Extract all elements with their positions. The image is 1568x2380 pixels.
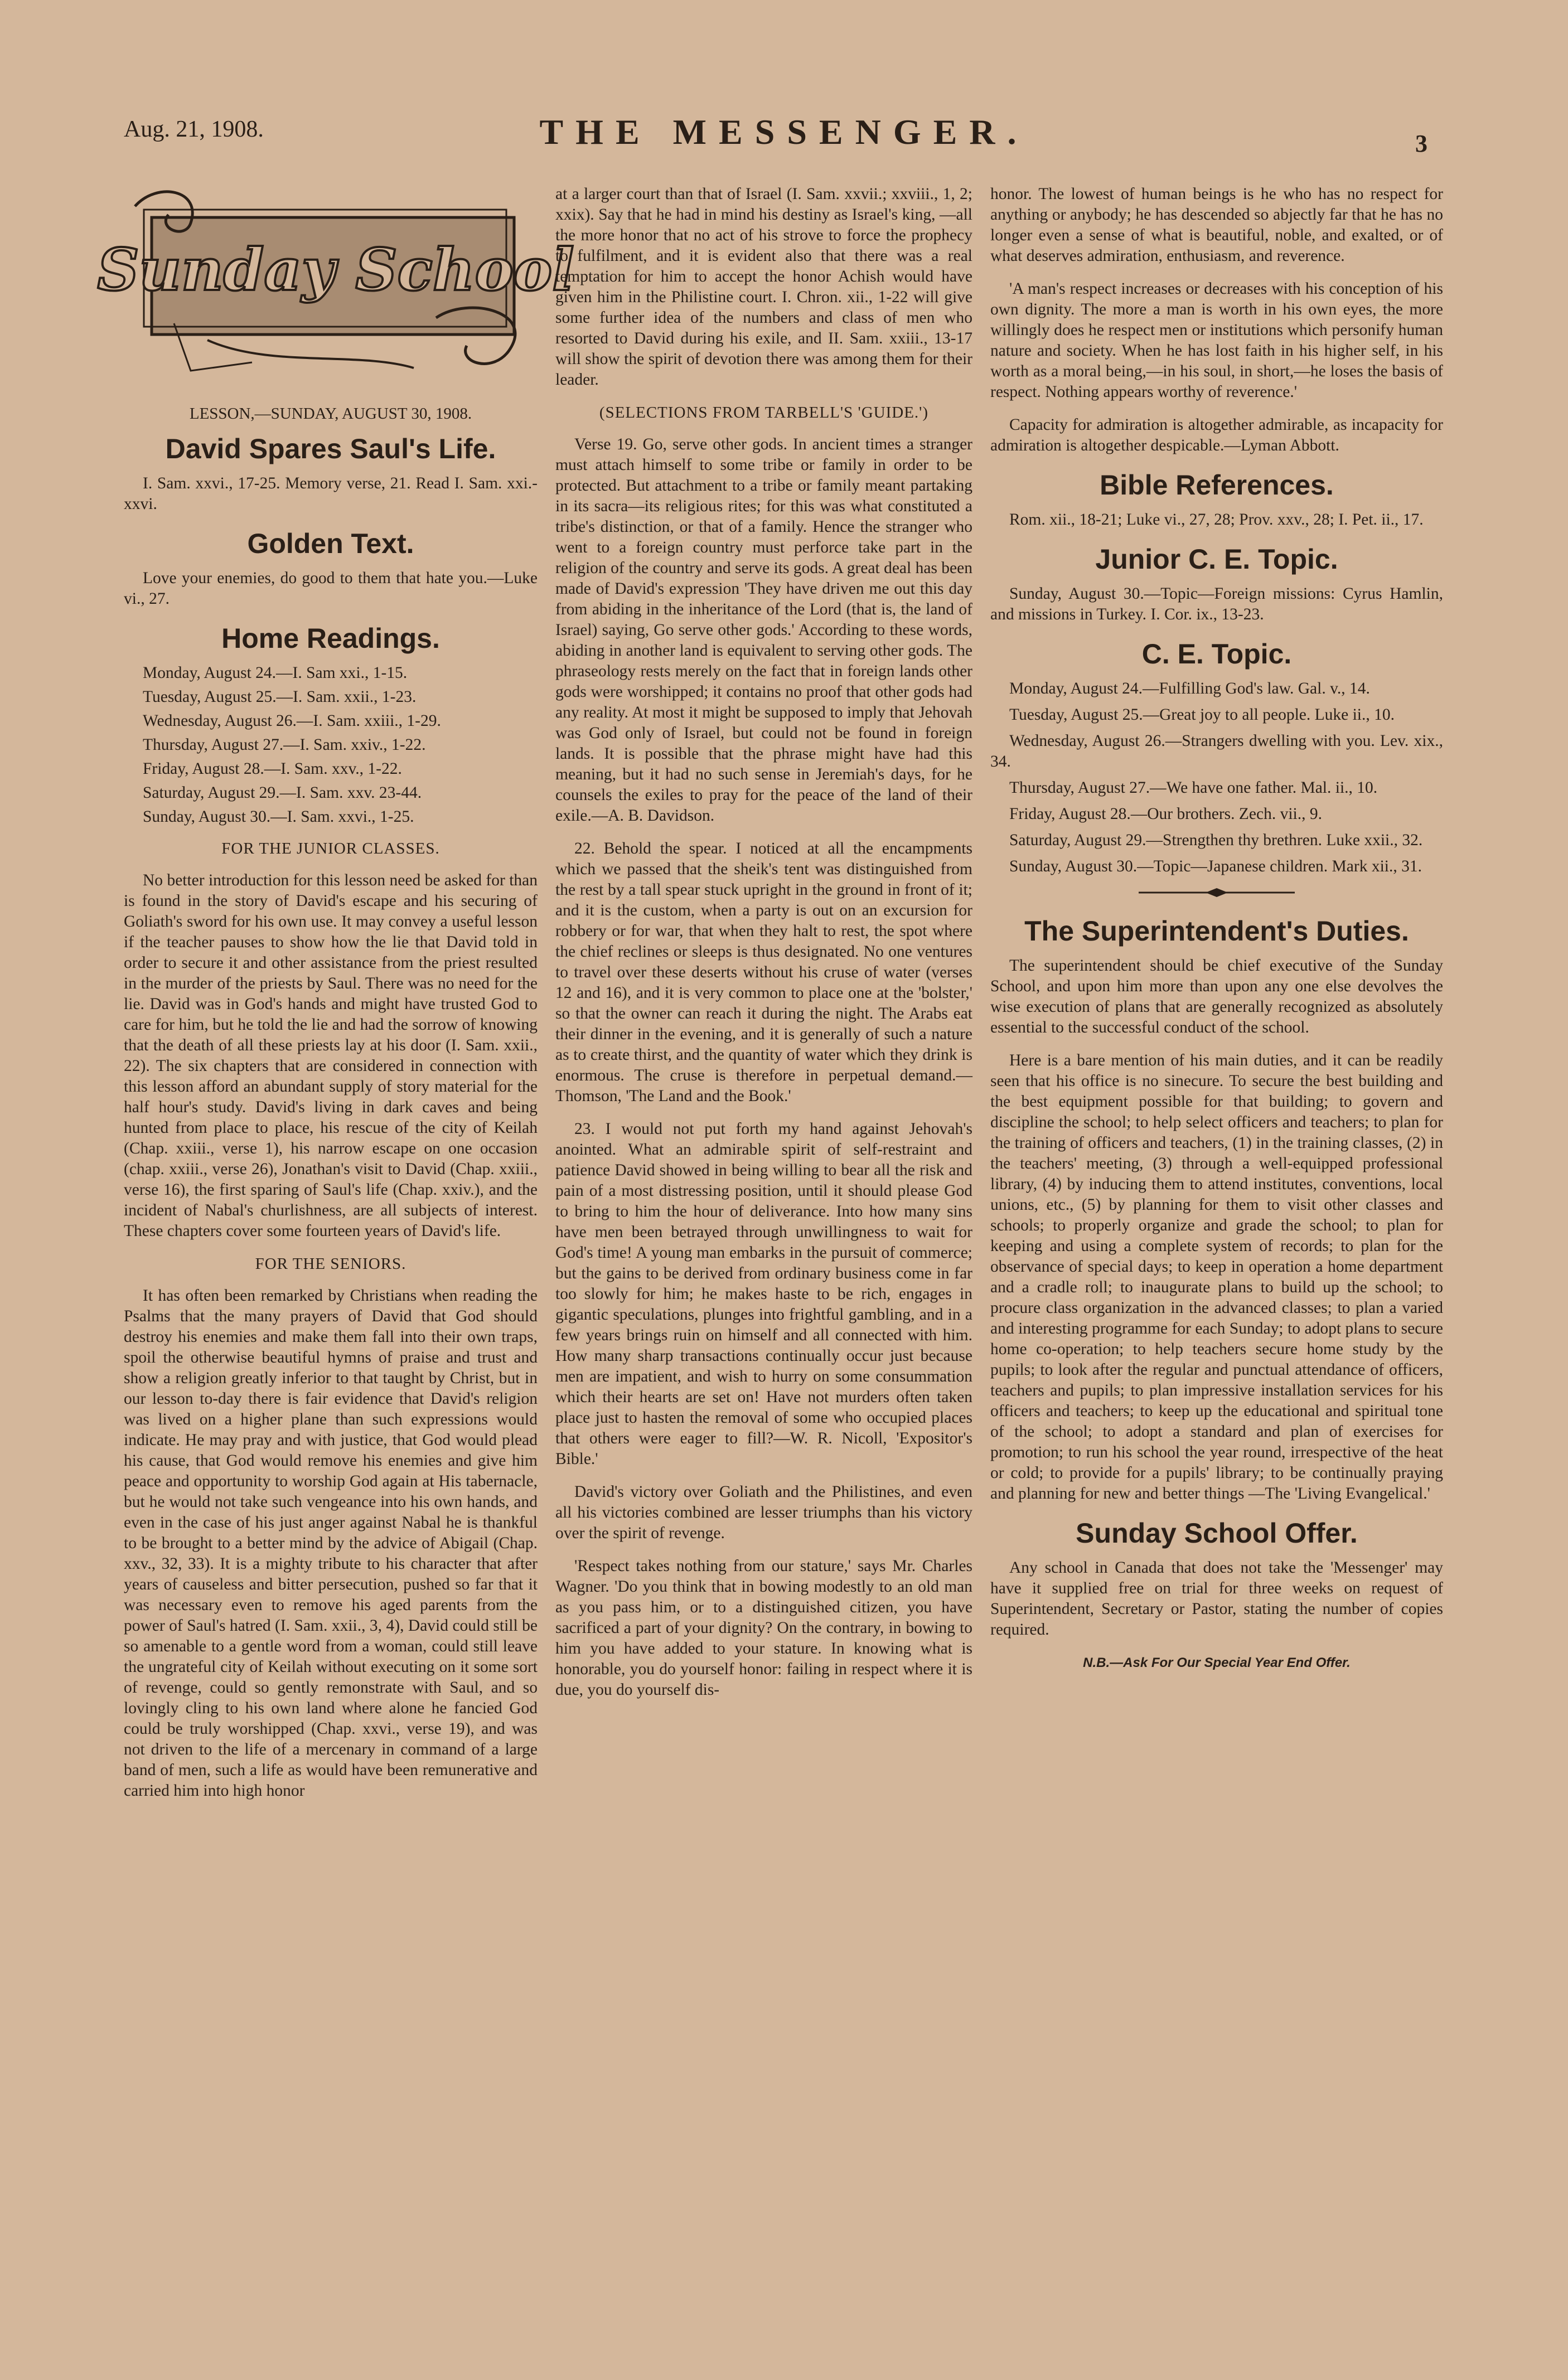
- seniors-text: It has often been remarked by Christians when reading the Psalms that the many prayers of David that God should destroy his enemies and make them fall into their own traps, spoil the otherwise beautiful hymns of praise and trust and show a religion greatly inferior to that taught by Christ, but in our lesson to-day there is fair evidence that David's religion was lived on a higher plane than such expressions would indicate. He may pray and with justice, that God would plead his cause, that God would remove his enemies and give him peace and opportunity to worship God again at His tabernacle, but he would not take such vengeance into his own hands, and even in the case of his just anger against Nabal he is thankful to be brought to a better mind by the advice of Abigail (Chap. xxv., 32, 33). It is a mighty tribute to his character that after years of causeless and bitter persecution, pushed so far that it was necessary even to remove his aged parents from the power of Saul's hatred (I. Sam. xxii., 3, 4), David could still be so amenable to a gentle word from a woman, could still leave the ungrateful city of Keilah without executing on it some sort of revenge, could so gently remonstrate with Saul, and so lovingly cling to his own land where alone he fancied God could be truly worshipped (Chap. xxvi., verse 19), and was not driven to the life of a mercenary in command of a large band of men, such a life as would have been remunerative and carried him into high honor: [124, 1287, 538, 1800]
- ce-topic-item: Wednesday, August 26.—Strangers dwelling with you. Lev. xix., 34.: [990, 732, 1443, 770]
- reading-item: Friday, August 28.—I. Sam. xxv., 1-22.: [143, 760, 402, 778]
- reading-item: Sunday, August 30.—I. Sam. xxvi., 1-25.: [143, 808, 414, 826]
- column-2: [555, 184, 972, 1713]
- svg-text:Sunday School: Sunday School: [97, 235, 574, 304]
- sunday-school-logo: [97, 184, 574, 396]
- issue-date: Aug. 21, 1908.: [124, 117, 264, 142]
- golden-text: Love your enemies, do good to them that hate you.—Luke vi., 27.: [124, 569, 538, 608]
- lesson-date: LESSON,—SUNDAY, AUGUST 30, 1908.: [189, 405, 472, 423]
- page-number: 3: [1415, 130, 1427, 157]
- article-paragraph: 'A man's respect increases or decreases with his conception of his own dignity. The more a man is worth in his own eyes, the more willingly does he respect men or institutions which personify human nature and society. When he has lost faith in his higher self, in his worth as a moral being,—in his soul, in short,—he loses the basis of respect. Nothing appears worthy of reverence.': [990, 280, 1443, 401]
- sunday-school-offer-heading: Sunday School Offer.: [1076, 1518, 1358, 1549]
- reading-item: Saturday, August 29.—I. Sam. xxv. 23-44.: [143, 784, 422, 802]
- reading-item: Tuesday, August 25.—I. Sam. xxii., 1-23.: [143, 688, 417, 706]
- ce-topic-item: Tuesday, August 25.—Great joy to all people. Luke ii., 10.: [1009, 706, 1395, 724]
- lesson-scripture: I. Sam. xxvi., 17-25. Memory verse, 21. Read I. Sam. xxi.-xxvi.: [124, 474, 538, 513]
- reading-item: Thursday, August 27.—I. Sam. xxiv., 1-22.: [143, 736, 426, 754]
- home-readings-list: [124, 663, 538, 827]
- article-paragraph: The superintendent should be chief executive of the Sunday School, and upon him more than upon any one else devolves the wise execution of plans that are generally recognized as absolutely essential to the successful conduct of the school.: [990, 957, 1443, 1036]
- column-3: [990, 184, 1443, 1673]
- lesson-title: David Spares Saul's Life.: [165, 433, 496, 464]
- junior-ce-topic-text: Sunday, August 30.—Topic—Foreign missions: Cyrus Hamlin, and missions in Turkey. I. Cor. ix., 13-23.: [990, 585, 1443, 623]
- sunday-school-offer-text: Any school in Canada that does not take the 'Messenger' may have it supplied free on trial for three weeks on request of Superintendent, Secretary or Pastor, stating the number of copies required.: [990, 1559, 1443, 1639]
- junior-classes-text: No better introduction for this lesson need be asked for than is found in the story of David's escape and his securing of Goliath's sword for his own use. It may convey a useful lesson if the teacher pauses to show how the lie that David told in order to secure it and other assistance from the priest resulted in the murder of the priests by Saul. There was no need for the lie. David was in God's hands and might have trusted God to care for him, but he told the lie and had the sorrow of knowing that the death of all these priests lay at his door (I. Sam. xxii., 22). The six chapters that are considered in connection with this lesson afford an abundant supply of story material for the half hour's study. David's living in dark caves and being hunted from place to place, his rescue of the city of Keilah (Chap. xxiii., verse 1), his narrow escape on one occasion (chap. xxiii., verse 26), Jonathan's visit to David (Chap. xxiii., verse 16), the first sparing of Saul's life (Chap. xxiv.), and the incident of Nabal's churlishness, are all subjects of interest. These chapters cover some fourteen years of David's life.: [124, 871, 538, 1240]
- article-paragraph: 22. Behold the spear. I noticed at all the encampments which we passed that the sheik's tent was distinguished from the rest by a tall spear stuck upright in the ground in front of it; and it is the custom, when a party is out on an excursion for robbery or for war, that when they halt to rest, the spot where the chief reclines or sleeps is thus designated. No one ventures to travel over these deserts without his cruse of water (verses 12 and 16), and it is very common to place one at the 'bolster,' so that the owner can reach it during the night. The Arabs eat their dinner in the evening, and it is generally of such a nature as to create thirst, and the quantity of water which they drink is enormous. The cruse is therefore in perpetual demand.—Thomson, 'The Land and the Book.': [555, 840, 972, 1105]
- home-readings-heading: Home Readings.: [221, 623, 440, 654]
- article-paragraph: Verse 19. Go, serve other gods. In ancient times a stranger must attach himself to some tribe or family in order to be protected. But attachment to a tribe or family meant partaking in its sacra—its religious rites; for this was what constituted a tribe's distinction, or that of a family. Hence the stranger who went to a foreign country must perforce take part in the religion of the country and serve its gods. A great deal has been made of David's expression 'They have driven me out this day from abiding in the inheritance of the Lord (that is, the land of Israel) saying, Go serve other gods.' According to these words, abiding in another land is equivalent to serving other gods. The phraseology rests merely on the fact that in foreign lands other gods were worshipped; it contains no proof that other gods had any reality. At most it might be supposed to imply that Jehovah was God only of Israel, but could not be found in foreign lands. It is possible that the phrase might have had this meaning, but it had no such sense in Jeremiah's days, for he counsels the exiles to pray for the peace of the land of their exile.—A. B. Davidson.: [555, 435, 972, 825]
- special-offer-note: N.B.—Ask For Our Special Year End Offer.: [1083, 1655, 1351, 1670]
- article-paragraph: honor. The lowest of human beings is he who has no respect for anything or anybody; he has descended so abjectly far that he has no longer even a sense of what is beautiful, noble, and exalted, or of what deserves admiration, enthusiasm, and reverence.: [990, 185, 1443, 265]
- article-paragraph: at a larger court than that of Israel (I. Sam. xxvii.; xxviii., 1, 2; xxix). Say that he had in mind his destiny as Israel's king, —all the more honor that no act of his strove to force the prophecy to fulfilment, and it is evident also that there was a real temptation for him to accept the honor Achish would have given him in the Philistine court. I. Chron. xii., 1-22 will give some further idea of the numbers and class of men who resorted to David during his exile, and II. Sam. xxiii., 13-17 will show the spirit of devotion there was among them for their leader.: [555, 185, 972, 389]
- ce-topic-item: Monday, August 24.—Fulfilling God's law. Gal. v., 14.: [1009, 680, 1370, 697]
- bible-references-text: Rom. xii., 18-21; Luke vi., 27, 28; Prov. xxv., 28; I. Pet. ii., 17.: [1009, 511, 1424, 529]
- column-1: [97, 184, 574, 1814]
- junior-ce-topic-heading: Junior C. E. Topic.: [1095, 544, 1338, 575]
- reading-item: Wednesday, August 26.—I. Sam. xxiii., 1-29.: [143, 712, 441, 730]
- junior-classes-heading: FOR THE JUNIOR CLASSES.: [221, 840, 440, 857]
- article-paragraph: 'Respect takes nothing from our stature,' says Mr. Charles Wagner. 'Do you think that in bowing modestly to an old man as you pass him, or to a distinguished citizen, you have sacrificed a part of your dignity? On the contrary, in bowing to him you have added to your stature. In knowing what is honorable, you do yourself honor: failing in respect where it is due, you do yourself dis-: [555, 1557, 972, 1699]
- article-paragraph: 23. I would not put forth my hand against Jehovah's anointed. What an admirable spirit of self-restraint and patience David showed in being willing to bear all the risk and pain of a most distressing position, until it should please God to bring to him the hour of deliverance. Into how many sins have men been betrayed through unwillingness to wait for God's time! A young man embarks in the pursuit of commerce; but the gains to be derived from ordinary business come in far too slowly for him; he makes haste to be rich, engages in gigantic speculations, plunges into frightful gambling, and in a few years brings ruin on himself and all connected with him. How many sharp transactions continually occur just because men are impatient, and wish to hurry on some consummation which their hearts are set on! Have not murders often taken place just to hasten the removal of some who occupied places that others were eager to fill?—W. R. Nicoll, 'Expositor's Bible.': [555, 1120, 972, 1468]
- seniors-heading: FOR THE SENIORS.: [255, 1255, 406, 1273]
- article-paragraph: Capacity for admiration is altogether admirable, as incapacity for admiration is altogether despicable.—Lyman Abbott.: [990, 416, 1443, 454]
- divider-ornament-icon: [1133, 887, 1300, 898]
- ce-topic-heading: C. E. Topic.: [1141, 638, 1292, 670]
- ornamental-divider: [990, 883, 1443, 903]
- ce-topic-item: Sunday, August 30.—Topic—Japanese children. Mark xii., 31.: [1009, 857, 1422, 875]
- reading-item: Monday, August 24.—I. Sam xxi., 1-15.: [143, 664, 408, 682]
- article-paragraph: David's victory over Goliath and the Philistines, and even all his victories combined are lesser triumphs than his victory over the spirit of revenge.: [555, 1483, 972, 1542]
- article-paragraph: Here is a bare mention of his main duties, and it can be readily seen that his office is no sinecure. To secure the best building and the best equipment possible for that building; to govern and discipline the school; to help select officers and teachers; to plan for the training of officers and teachers, (1) in the training classes, (2) in the teachers' meeting, (3) through a well-equipped professional library, (4) by inducing them to attend institutes, conventions, local unions, etc., (5) by planning for them to visit other classes and schools; to properly organize and grade the school; to plan for keeping and using a complete system of records; to plan for the observance of special days; to keep in operation a home department and a cradle roll; to inaugurate plans to build up the school; to procure class organization in the advanced classes; to plan a varied and interesting programme for each Sunday; to adopt plans to secure home co-operation; to help teachers secure home study by the pupils; to look after the regular and punctual attendance of officers, teachers and pupils; to plan impressive installation services for his officers and teachers; to keep up the educational and spiritual tone of the school; to adopt a standard and plan of exercises for promotion; to run his school the year round, irrespective of the heat or cold; to provide for a pupils' library; to be continually praying and planning for new and better things —The 'Living Evangelical.': [990, 1051, 1443, 1502]
- superintendent-duties-heading: The Superintendent's Duties.: [1024, 915, 1409, 947]
- sunday-school-logo-art: [97, 184, 574, 396]
- golden-text-heading: Golden Text.: [247, 528, 414, 559]
- ce-topic-item: Saturday, August 29.—Strengthen thy brethren. Luke xxii., 32.: [1009, 831, 1423, 849]
- ce-topic-item: Friday, August 28.—Our brothers. Zech. vii., 9.: [1009, 805, 1322, 823]
- bible-references-heading: Bible References.: [1100, 469, 1334, 501]
- tarbell-heading: (SELECTIONS FROM TARBELL'S 'GUIDE.'): [599, 404, 929, 421]
- ce-topic-item: Thursday, August 27.—We have one father. Mal. ii., 10.: [1009, 779, 1378, 797]
- masthead-title: THE MESSENGER.: [539, 112, 1029, 152]
